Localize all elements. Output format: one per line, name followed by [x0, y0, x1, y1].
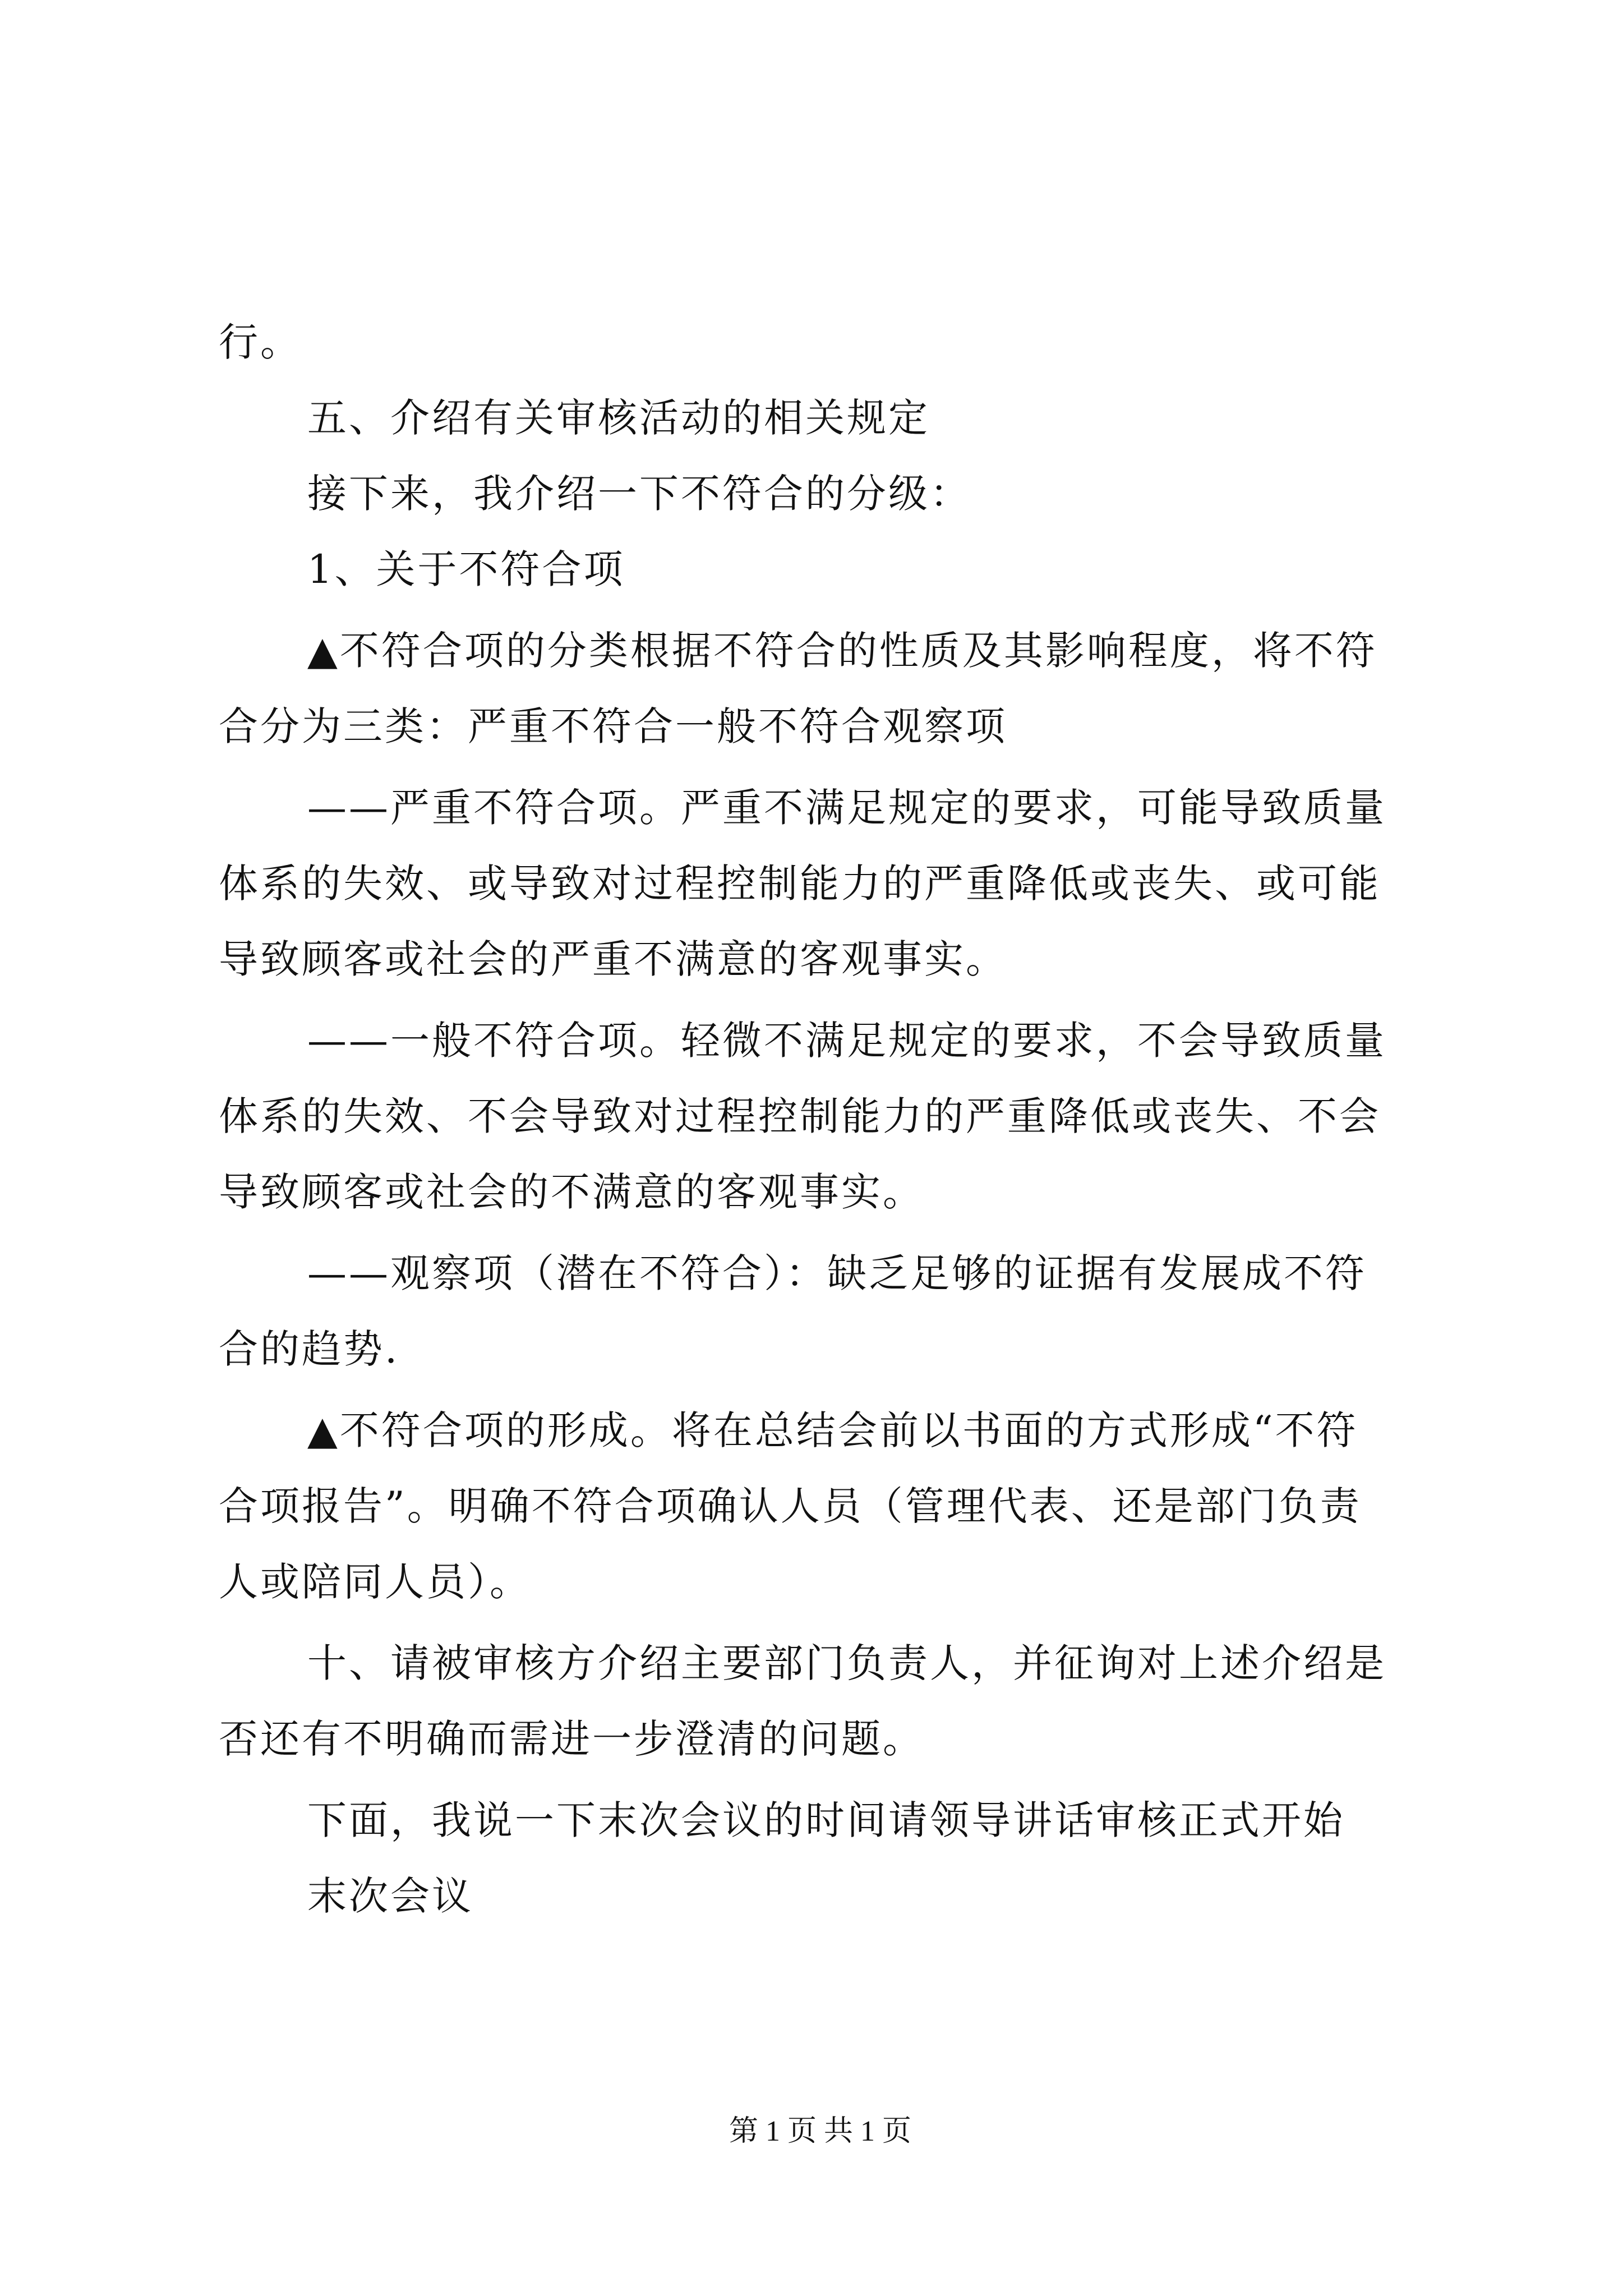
- text-line: 行。: [219, 319, 302, 365]
- text-line: 合的趋势.: [219, 1326, 400, 1372]
- text-line: 合项报告”。明确不符合项确认人员（管理代表、还是部门负责: [219, 1483, 1362, 1529]
- text-line: 接下来，我介绍一下不符合的分级：: [307, 471, 971, 517]
- text-line: ——一般不符合项。轻微不满足规定的要求，不会导致质量: [307, 1018, 1386, 1064]
- text-line: ▲不符合项的分类根据不符合的性质及其影响程度，将不符: [307, 628, 1377, 674]
- text-line: 末次会议: [307, 1873, 473, 1919]
- text-line: 体系的失效、或导致对过程控制能力的严重降低或丧失、或可能: [219, 861, 1381, 907]
- text-line: ▲不符合项的形成。将在总结会前以书面的方式形成“不符: [307, 1407, 1358, 1453]
- text-line: 导致顾客或社会的严重不满意的客观事实。: [219, 936, 1007, 982]
- subsection-heading: 1、关于不符合项: [307, 546, 625, 592]
- text-line: 合分为三类：严重不符合一般不符合观察项: [219, 703, 1007, 749]
- section-heading: 五、介绍有关审核活动的相关规定: [307, 395, 930, 441]
- text-line: ——严重不符合项。严重不满足规定的要求，可能导致质量: [307, 785, 1386, 831]
- text-line: 十、请被审核方介绍主要部门负责人，并征询对上述介绍是: [307, 1640, 1386, 1686]
- text-line: 否还有不明确而需进一步澄清的问题。: [219, 1716, 924, 1762]
- page-number-footer: 第 1 页 共 1 页: [729, 2115, 912, 2147]
- text-line: 体系的失效、不会导致对过程控制能力的严重降低或丧失、不会: [219, 1093, 1381, 1139]
- text-line: ——观察项（潜在不符合）：缺乏足够的证据有发展成不符: [307, 1250, 1367, 1296]
- text-line: 人或陪同人员）。: [219, 1559, 531, 1605]
- text-line: 下面，我说一下末次会议的时间请领导讲话审核正式开始: [307, 1797, 1345, 1843]
- text-line: 导致顾客或社会的不满意的客观事实。: [219, 1169, 924, 1215]
